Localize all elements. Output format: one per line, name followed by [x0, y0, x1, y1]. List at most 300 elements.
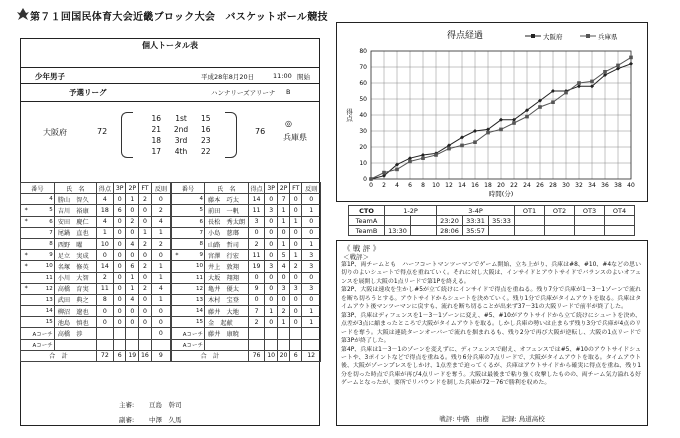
chart-svg: [337, 23, 649, 203]
data-point: [382, 171, 386, 175]
player-name: 勝山 智久: [54, 194, 96, 205]
cto-header-row: [349, 206, 635, 216]
player-number: 12: [31, 283, 54, 294]
player-row: [172, 250, 321, 261]
total-pf: 12: [302, 350, 321, 361]
writer-name: 中路 由樹: [456, 415, 490, 423]
quarter-score-b: 23: [201, 136, 211, 145]
stat-ft: 1: [290, 216, 302, 227]
stat-pf: 0: [151, 306, 170, 317]
stat-ft: 0: [290, 317, 302, 328]
player-number: Aコーチ: [182, 328, 205, 339]
cto-table: [348, 205, 635, 236]
cto-cell: [489, 226, 515, 236]
player-name: [204, 339, 248, 350]
x-tick-label: 20: [497, 182, 505, 189]
stat-pf: 0: [151, 194, 170, 205]
player-number: 9: [31, 250, 54, 261]
stat-p3: 0: [113, 294, 126, 305]
stat-pf: 0: [302, 294, 321, 305]
cto-row: [349, 226, 635, 236]
player-name: 小島 慈瑯: [204, 227, 248, 238]
commentary-p4: 第4P、兵庫は1－3－1のゾーンを変えずに、ディフェンスで耐え、オフェンスでは#5、#10のアウトサイドシュートや、3ポイントなどで得点を重ねる。残り6分兵庫の7点リードで、大阪がタイムアウトを取る。タイムアウト後、大阪がゾーンプレスをしかけ、1点差まで迫ってくるが、兵庫はアウトサイドから確実に得点を重ね、残り1分を切った時点で兵庫が再び4点リードを奪う。大阪は最後まで粘り強く攻撃したものの、両チーム気力溢れる好ゲームとなったが、要所でリバウンドを制した兵庫が72－76で勝利を収めた。: [341, 346, 641, 387]
stat-pf: 0: [151, 317, 170, 328]
stat-pts: 7: [248, 306, 265, 317]
player-row: [21, 194, 171, 205]
y-tick-label: 40: [359, 112, 367, 119]
x-tick-label: 2: [382, 182, 386, 189]
cto-cell: [545, 216, 575, 226]
team-a-score: 72: [97, 127, 108, 136]
stat-pf: 1: [151, 261, 170, 272]
player-name: 藤井 大地: [204, 306, 248, 317]
stat-pf: 0: [151, 328, 170, 339]
stat-pts: 4: [96, 194, 113, 205]
stat-p2: 5: [277, 250, 289, 261]
stat-ft: 1: [290, 250, 302, 261]
stat-p3: 0: [113, 227, 126, 238]
stat-p2: [277, 328, 289, 339]
starter-mark: [172, 283, 182, 294]
player-number: 14: [182, 306, 205, 317]
referee-sub: 中澤 久馬: [149, 416, 182, 424]
player-row: [172, 205, 321, 216]
stat-p3: 0: [265, 272, 277, 283]
x-tick-label: 24: [523, 182, 531, 189]
stat-pts: 19: [248, 261, 265, 272]
stat-p2: 0: [277, 227, 289, 238]
stat-pts: 11: [248, 250, 265, 261]
total-pf: 9: [151, 350, 170, 361]
stat-ft: 0: [290, 194, 302, 205]
quarter-label: 1st: [175, 114, 187, 123]
stat-p2: 0: [126, 250, 139, 261]
cto-col: OT1: [515, 206, 545, 216]
stat-p2: 1: [277, 205, 289, 216]
data-point: [525, 115, 529, 119]
stat-p3: 0: [265, 227, 277, 238]
data-point: [564, 91, 568, 95]
stat-p3: 0: [113, 272, 126, 283]
col-header: 番号: [172, 183, 205, 194]
x-tick-label: 0: [369, 182, 373, 189]
player-name: 名塚 修英: [54, 261, 96, 272]
stat-p2: 1: [277, 216, 289, 227]
data-point: [460, 144, 464, 148]
quarter-score-b: 16: [201, 125, 211, 134]
commentary-body: [341, 261, 641, 388]
quarter-score-a: 18: [151, 136, 161, 145]
total-row: [172, 350, 321, 361]
stat-p3: 0: [113, 317, 126, 328]
total-label: 合 計: [172, 350, 249, 361]
stat-pts: 4: [96, 216, 113, 227]
player-row: [21, 283, 171, 294]
starter-mark: [172, 205, 182, 216]
stat-p3: 0: [113, 250, 126, 261]
stat-pf: 3: [302, 261, 321, 272]
x-tick-label: 12: [445, 182, 453, 189]
cto-col: OT4: [605, 206, 635, 216]
x-tick-label: 30: [562, 182, 570, 189]
player-number: 5: [31, 205, 54, 216]
player-number: 11: [31, 272, 54, 283]
player-number: 12: [182, 283, 205, 294]
starter-mark: *: [172, 250, 182, 261]
player-number: 6: [31, 216, 54, 227]
stat-pts: 14: [248, 194, 265, 205]
stat-p2: 0: [126, 306, 139, 317]
player-number: 10: [31, 261, 54, 272]
x-tick-label: 16: [471, 182, 479, 189]
player-row: [21, 306, 171, 317]
col-header: 番号: [21, 183, 55, 194]
stat-p2: [126, 339, 139, 350]
player-row: [21, 261, 171, 272]
total-p3: 10: [265, 350, 277, 361]
y-axis-label: 得点: [345, 108, 353, 122]
quarter-label: 4th: [174, 147, 188, 156]
player-name: 西野 曜: [54, 238, 96, 249]
cto-title: CTO: [349, 206, 385, 216]
stat-pts: 2: [248, 238, 265, 249]
quarter-score-a: 16: [151, 114, 161, 123]
stat-pts: [248, 339, 265, 350]
data-point: [603, 70, 607, 74]
starter-mark: [21, 328, 32, 339]
bracket-right: [225, 112, 237, 158]
stat-ft: 0: [290, 294, 302, 305]
player-name: 藤本 巧太: [204, 194, 248, 205]
stat-p3: 0: [265, 216, 277, 227]
stat-p3: 0: [113, 283, 126, 294]
referee-main-label: 主審:: [119, 401, 135, 409]
stat-pf: 1: [302, 205, 321, 216]
player-number: 15: [31, 317, 54, 328]
starter-mark: [21, 306, 32, 317]
stat-ft: 2: [290, 261, 302, 272]
stat-p3: [265, 328, 277, 339]
game-time: 11:00: [273, 72, 292, 80]
player-name: [54, 339, 96, 350]
y-tick-label: 10: [359, 160, 367, 167]
player-name: 高橋 育実: [54, 283, 96, 294]
total-p3: 6: [113, 350, 126, 361]
stat-p3: 0: [113, 306, 126, 317]
data-point: [499, 128, 503, 132]
player-row: [21, 227, 171, 238]
category: 少年男子: [35, 72, 65, 81]
cto-col: OT2: [545, 206, 575, 216]
stat-p3: 1: [265, 306, 277, 317]
stat-ft: 0: [290, 205, 302, 216]
stat-p2: 0: [126, 227, 139, 238]
stat-ft: 3: [290, 283, 302, 294]
player-number: 7: [182, 227, 205, 238]
quarter-scores: [139, 114, 223, 158]
starter-mark: *: [21, 250, 32, 261]
quarter-row: [139, 147, 223, 158]
col-header: FT: [290, 183, 302, 194]
x-axis-label: 時間(分): [488, 190, 514, 198]
starter-mark: [172, 194, 182, 205]
y-tick-label: 60: [359, 80, 367, 87]
stat-ft: [290, 328, 302, 339]
player-row: [21, 216, 171, 227]
y-tick-label: 80: [359, 48, 367, 55]
player-row: [172, 216, 321, 227]
stat-p2: 7: [277, 194, 289, 205]
starter-mark: [172, 227, 182, 238]
player-number: 15: [182, 317, 205, 328]
x-tick-label: 4: [395, 182, 399, 189]
player-row: [172, 306, 321, 317]
box-score-panel: [20, 38, 320, 426]
cto-team: TeamB: [349, 226, 385, 236]
x-tick-label: 28: [549, 182, 557, 189]
recorder-name: 鳥道高校: [518, 415, 545, 423]
total-p2: 19: [126, 350, 139, 361]
player-name: 池島 慎也: [54, 317, 96, 328]
starter-mark: [21, 317, 32, 328]
stat-p2: 1: [277, 238, 289, 249]
stat-ft: 0: [290, 238, 302, 249]
total-pts: 72: [96, 350, 113, 361]
col-header: 氏 名: [54, 183, 96, 194]
stat-p2: 1: [126, 272, 139, 283]
total-row: [21, 350, 171, 361]
stat-p2: 2: [277, 306, 289, 317]
stat-p2: [126, 328, 139, 339]
stat-p3: 0: [113, 261, 126, 272]
player-number: 13: [31, 294, 54, 305]
x-tick-label: 32: [575, 182, 583, 189]
stat-pf: 1: [151, 294, 170, 305]
starter-mark: [172, 272, 182, 283]
stat-pts: 0: [248, 294, 265, 305]
starter-mark: [172, 317, 182, 328]
player-row: [172, 339, 321, 350]
team-b-name: 兵庫県: [283, 133, 307, 142]
page-title: 第７１回国民体育大会近畿ブロック大会 バスケットボール競技: [30, 12, 328, 23]
stat-pts: 3: [248, 216, 265, 227]
stat-p3: 6: [113, 205, 126, 216]
team-b-stats-table: [171, 182, 321, 362]
x-tick-label: 10: [432, 182, 440, 189]
box-score-title: 個人トータル表: [142, 41, 198, 50]
data-point: [512, 121, 516, 125]
player-row: [172, 283, 321, 294]
player-row: [21, 317, 171, 328]
data-point: [590, 80, 594, 84]
player-row: [21, 250, 171, 261]
stat-pf: 4: [151, 216, 170, 227]
player-name: 大坂 翔翔: [204, 272, 248, 283]
player-name: 小川 大智: [54, 272, 96, 283]
game-date: 平成28年8月20日: [201, 73, 255, 81]
x-tick-label: 34: [588, 182, 596, 189]
stat-pf: 1: [151, 272, 170, 283]
cto-cell: [605, 216, 635, 226]
stat-ft: 0: [139, 294, 152, 305]
stat-pf: [151, 339, 170, 350]
data-point: [473, 140, 477, 144]
player-row: [172, 261, 321, 272]
stat-p2: 2: [126, 216, 139, 227]
player-row: [172, 328, 321, 339]
stat-p3: 0: [265, 283, 277, 294]
stat-pf: 1: [302, 306, 321, 317]
col-header: 3P: [113, 183, 126, 194]
commentary-panel: [336, 240, 648, 426]
cto-col: 1-2P: [385, 206, 437, 216]
commentary-title: 《 戦 評 》: [343, 244, 381, 253]
stat-pf: 2: [151, 238, 170, 249]
col-header: 3P: [265, 183, 277, 194]
stat-pf: 3: [302, 250, 321, 261]
starter-mark: [172, 216, 182, 227]
y-tick-label: 70: [359, 64, 367, 71]
x-tick-label: 38: [614, 182, 622, 189]
player-row: [172, 317, 321, 328]
quarter-score-a: 21: [151, 125, 161, 134]
legend-label: 大阪府: [543, 33, 563, 41]
player-row: [21, 205, 171, 216]
stat-p3: 0: [265, 317, 277, 328]
quarter-label: 2nd: [173, 125, 189, 134]
stat-pts: 8: [96, 294, 113, 305]
stat-p2: 0: [277, 294, 289, 305]
team-b-score: 76: [255, 127, 266, 136]
commentary-subtitle: ＜戦評＞: [343, 253, 369, 261]
stat-pf: 0: [302, 272, 321, 283]
starter-mark: *: [21, 261, 32, 272]
quarter-row: [139, 136, 223, 147]
writer-label: 戦評:: [439, 415, 455, 423]
stat-pts: 11: [248, 205, 265, 216]
player-name: 尾鍋 直也: [54, 227, 96, 238]
player-row: [21, 294, 171, 305]
stat-p3: 3: [265, 205, 277, 216]
cto-cell: 23:20: [437, 216, 463, 226]
col-header: 得点: [96, 183, 113, 194]
cto-cell: [515, 226, 545, 236]
x-tick-label: 8: [421, 182, 425, 189]
stat-p2: 0: [277, 272, 289, 283]
player-name: 井上 敦翔: [204, 261, 248, 272]
winner-mark: ◎: [285, 119, 292, 128]
x-tick-label: 40: [627, 182, 635, 189]
col-header: 2P: [277, 183, 289, 194]
starter-mark: *: [21, 283, 32, 294]
col-header: 反則: [151, 183, 170, 194]
y-tick-label: 0: [363, 176, 367, 183]
starter-mark: [21, 227, 32, 238]
quarter-row: [139, 125, 223, 136]
player-row: [172, 272, 321, 283]
stat-p3: [265, 339, 277, 350]
player-row: [172, 194, 321, 205]
player-name: 武田 典之: [54, 294, 96, 305]
cto-cell: 35:57: [463, 226, 489, 236]
legend-marker: [531, 34, 535, 38]
player-number: 6: [182, 216, 205, 227]
player-number: 5: [182, 205, 205, 216]
tournament-logo-icon: [16, 7, 30, 21]
cto-cell: [411, 226, 437, 236]
player-number: 10: [182, 261, 205, 272]
stat-pf: 4: [151, 283, 170, 294]
referee-sub-label: 副審:: [119, 416, 135, 424]
stat-pf: 0: [302, 216, 321, 227]
cto-col: OT3: [575, 206, 605, 216]
stat-pf: 0: [302, 194, 321, 205]
total-ft: 6: [290, 350, 302, 361]
player-name: 高橋 渉: [54, 328, 96, 339]
stat-p2: 0: [126, 317, 139, 328]
starter-mark: [172, 306, 182, 317]
commentary-p3: 第3P、兵庫はディフェンスを1－3－1ゾーンに変え、#5、#10がアウトサイドから立て続けにシュートを決め、点差が3点に縮まったところで大阪がタイムアウトを取る。しかし兵庫の勢いは止まらず残り3分で兵庫が4点のリードを奪う。大阪は連続ターンオーバーで流れを掴まれるも、残り2分で再び大阪が逆転し、大阪の1点リードで第3Pが終了した。: [341, 312, 641, 345]
commentary-footer: [337, 414, 647, 423]
stat-p3: 0: [265, 250, 277, 261]
col-header: 得点: [248, 183, 265, 194]
player-name: 長松 秀太朗: [204, 216, 248, 227]
starter-mark: [21, 339, 32, 350]
stat-pts: [96, 328, 113, 339]
stat-ft: 2: [139, 194, 152, 205]
venue: ハンナリーズアリーナ: [211, 89, 276, 97]
player-name: 宮澤 行宏: [204, 250, 248, 261]
stat-pts: 0: [248, 227, 265, 238]
stat-p2: 1: [277, 317, 289, 328]
quarter-row: [139, 114, 223, 125]
cto-col: 3-4P: [437, 206, 515, 216]
player-row: [21, 339, 171, 350]
y-tick-label: 30: [359, 128, 367, 135]
bracket-left: [121, 112, 133, 158]
quarter-score-b: 15: [201, 114, 211, 123]
x-tick-label: 26: [536, 182, 544, 189]
y-tick-label: 50: [359, 96, 367, 103]
stat-p3: 0: [265, 294, 277, 305]
data-point: [629, 56, 633, 60]
player-number: Aコーチ: [182, 339, 205, 350]
total-label: 合 計: [21, 350, 97, 361]
player-number: Aコーチ: [31, 339, 54, 350]
player-number: 9: [182, 250, 205, 261]
cto-row: [349, 216, 635, 226]
data-point: [473, 129, 477, 133]
player-name: 吉川 裕康: [54, 205, 96, 216]
stat-pts: 2: [96, 272, 113, 283]
starter-mark: *: [21, 216, 32, 227]
stat-pts: 0: [96, 306, 113, 317]
stat-ft: 0: [139, 205, 152, 216]
quarter-score-a: 17: [151, 147, 161, 156]
cto-cell: 35:33: [489, 216, 515, 226]
stat-pts: [248, 328, 265, 339]
stat-ft: 2: [139, 283, 152, 294]
stat-pf: [302, 339, 321, 350]
player-name: 亀井 優太: [204, 283, 248, 294]
cto-cell: [385, 216, 411, 226]
player-row: [172, 238, 321, 249]
player-number: 14: [31, 306, 54, 317]
stat-p2: 3: [277, 283, 289, 294]
cto-cell: [605, 226, 635, 236]
starter-mark: [172, 339, 182, 350]
stat-p3: 0: [113, 194, 126, 205]
